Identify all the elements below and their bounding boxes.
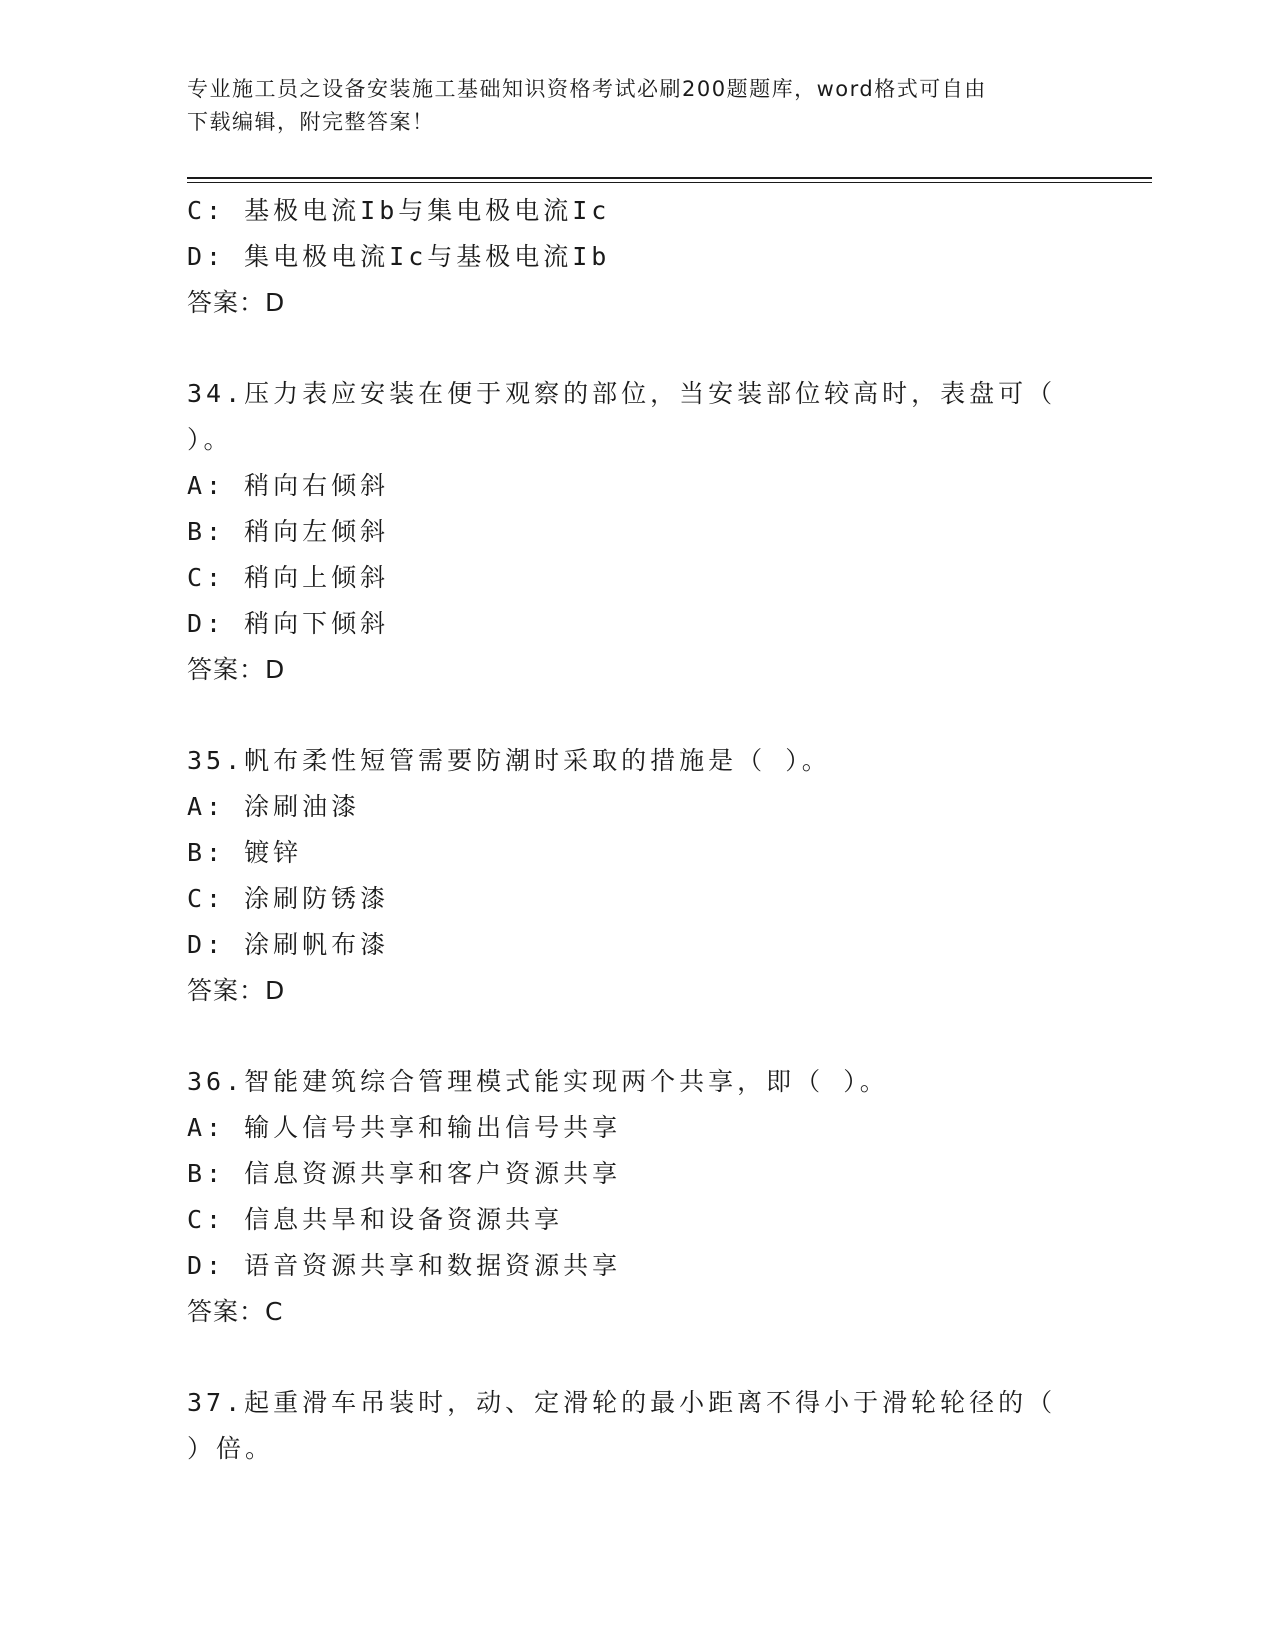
spacer — [187, 326, 1087, 371]
question-list — [187, 188, 1087, 1472]
question-text: 37.起重滑车吊装时，动、定滑轮的最小距离不得小于滑轮轮径的（ — [187, 1388, 1057, 1417]
option-b: B: 稍向左倾斜 — [187, 517, 390, 546]
question-text-continued: ）。 — [187, 425, 233, 454]
option-c: C: 稍向上倾斜 — [187, 563, 390, 592]
option-d: D: 集电极电流Ic与基极电流Ib — [187, 242, 611, 271]
question-text: 34.压力表应安装在便于观察的部位，当安装部位较高时，表盘可（ — [187, 379, 1057, 408]
answer-line: 答案：D — [187, 288, 286, 317]
answer-line: 答案：D — [187, 655, 286, 684]
spacer — [187, 1335, 1087, 1380]
question-text-continued: ）倍。 — [187, 1434, 275, 1463]
option-d: D: 语音资源共享和数据资源共享 — [187, 1251, 622, 1280]
option-a: A: 涂刷油漆 — [187, 792, 361, 821]
header-rule-thin — [187, 182, 1152, 183]
option-a: A: 输人信号共享和输出信号共享 — [187, 1113, 622, 1142]
option-b: B: 信息资源共享和客户资源共享 — [187, 1159, 622, 1188]
option-d: D: 涂刷帆布漆 — [187, 930, 390, 959]
answer-line: 答案：C — [187, 1297, 284, 1326]
spacer — [187, 1014, 1087, 1059]
question-text: 36.智能建筑综合管理模式能实现两个共享，即（ ）。 — [187, 1067, 889, 1096]
header-title-line-2: 下载编辑，附完整答案！ — [187, 110, 435, 134]
question-text: 35.帆布柔性短管需要防潮时采取的措施是（ ）。 — [187, 746, 831, 775]
question-block-34 — [187, 371, 1087, 693]
question-block-33 — [187, 188, 1087, 326]
option-c: C: 基极电流Ib与集电极电流Ic — [187, 196, 611, 225]
option-c: C: 信息共旱和设备资源共享 — [187, 1205, 564, 1234]
header-rule-thick — [187, 177, 1152, 179]
question-block-35 — [187, 738, 1087, 1014]
question-block-37 — [187, 1380, 1087, 1472]
option-b: B: 镀锌 — [187, 838, 303, 867]
option-a: A: 稍向右倾斜 — [187, 471, 390, 500]
option-d: D: 稍向下倾斜 — [187, 609, 390, 638]
header-title-line-1: 专业施工员之设备安装施工基础知识资格考试必刷200题题库，word格式可自由 — [187, 77, 987, 101]
question-block-36 — [187, 1059, 1087, 1335]
answer-line: 答案：D — [187, 976, 286, 1005]
option-c: C: 涂刷防锈漆 — [187, 884, 390, 913]
document-header — [187, 73, 1087, 139]
spacer — [187, 693, 1087, 738]
